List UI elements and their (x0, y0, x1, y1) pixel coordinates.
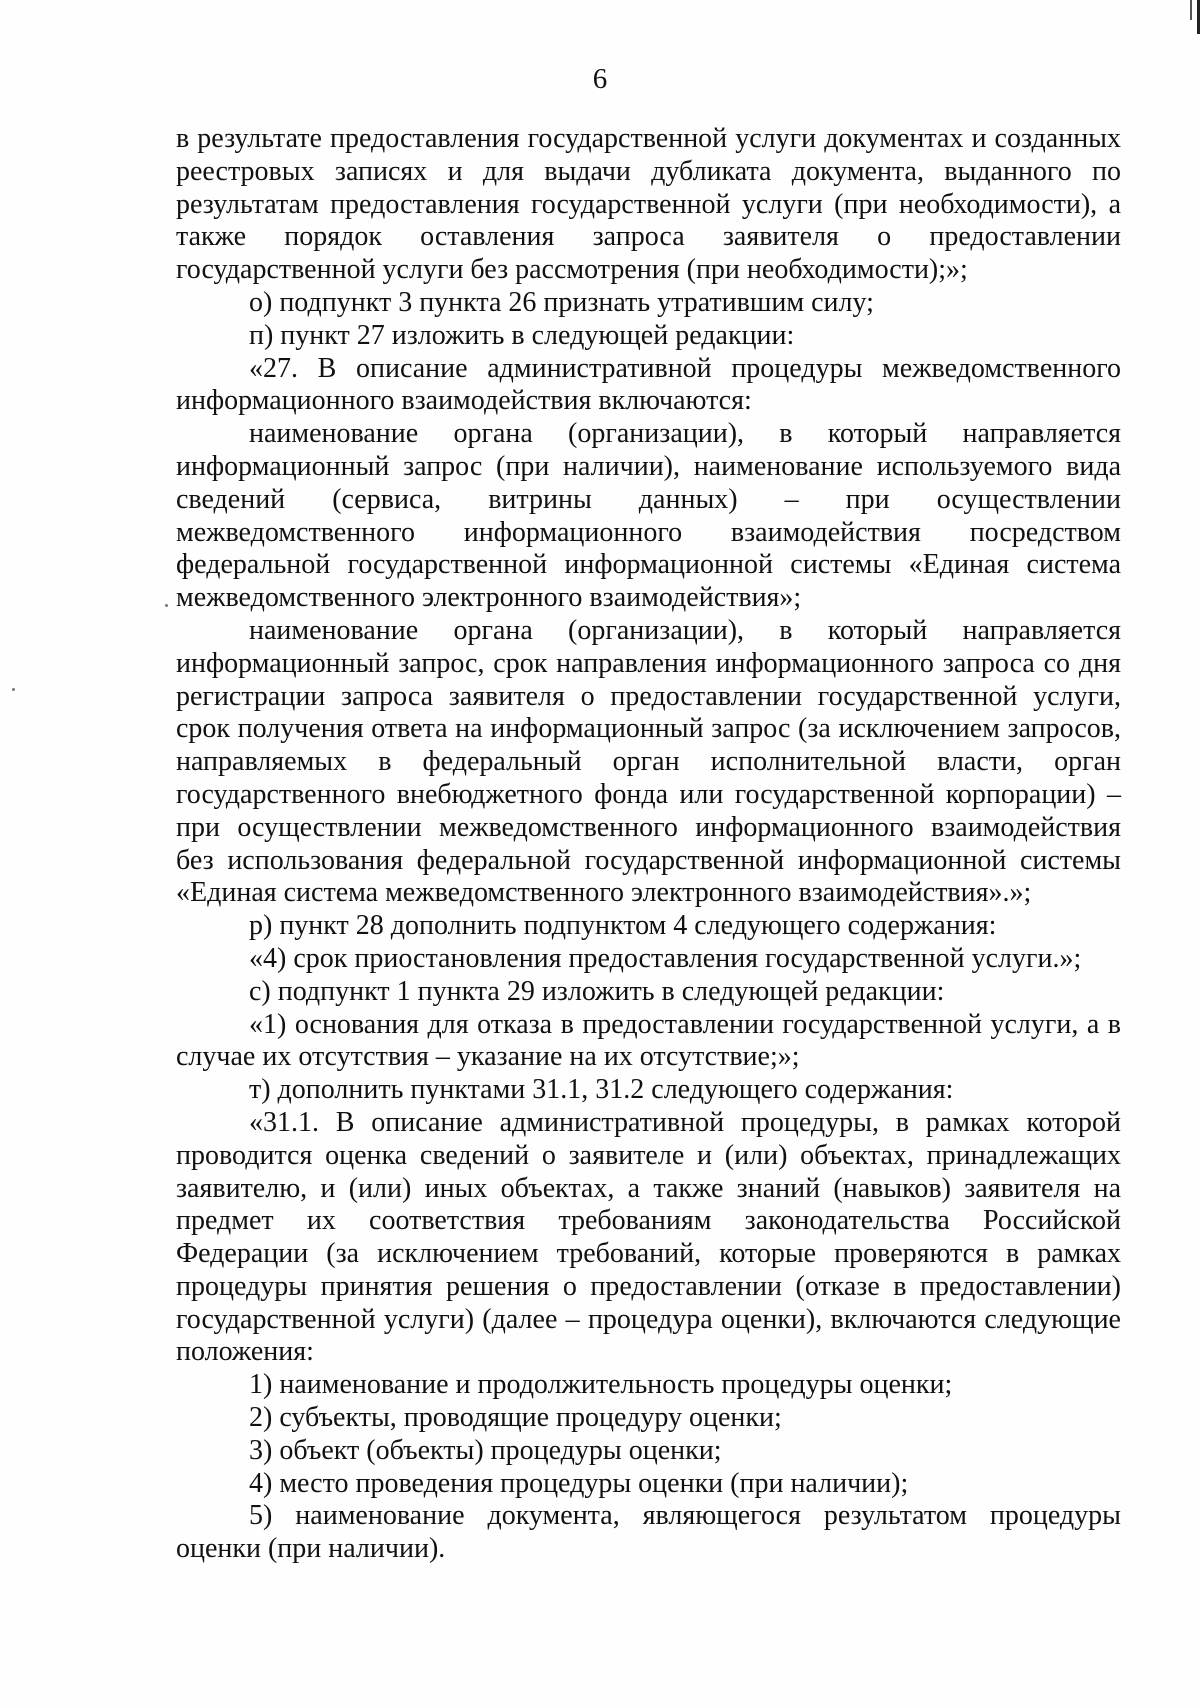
paragraph: о) подпункт 3 пункта 26 признать утратившим силу; (249, 286, 874, 318)
paragraph: наименование органа (организации), в который направляется информационный запрос, срок направления информационного запроса со дня регистрации запроса заявителя о предоставлении государственной услуги, срок получения ответа на информационный запрос (за исключением запросов, направляемых в федеральный орган исполнительной власти, орган государственного внебюджетного фонда или государственной корпорации) – при осуществлении межведомственного информационного взаимодействия без использования федеральной государственной информационной системы «Единая система межведомственного электронного взаимодействия».»; (176, 614, 1121, 909)
paragraph: «27. В описание административной процедуры межведомственного информационного взаимодействия включаются: (176, 352, 1121, 417)
document-body (176, 123, 1121, 1566)
paragraph: «1) основания для отказа в предоставлении государственной услуги, а в случае их отсутствия – указание на их отсутствие;»; (176, 1008, 1121, 1073)
paragraph: п) пункт 27 изложить в следующей редакции: (249, 319, 795, 351)
paragraph: «31.1. В описание административной процедуры, в рамках которой проводится оценка сведений о заявителе и (или) объектах, принадлежащих заявителю, и (или) иных объектах, а также знаний (навыков) заявителя на предмет их соответствия требованиям законодательства Российской Федерации (за исключением требований, которые проверяются в рамках процедуры принятия решения о предоставлении (отказе в предоставлении) государственной услуги) (далее – процедура оценки), включаются следующие положения: (176, 1106, 1121, 1368)
list-item: 2) субъекты, проводящие процедуру оценки; (249, 1402, 782, 1434)
page-number: 6 (592, 63, 608, 95)
paragraph: наименование органа (организации), в который направляется информационный запрос (при наличии), наименование используемого вида сведений (сервиса, витрины данных) – при осуществлении межведомственного информационного взаимодействия посредством федеральной государственной информационной системы «Единая система межведомственного электронного взаимодействия»; (176, 418, 1121, 614)
list-item: 3) объект (объекты) процедуры оценки; (249, 1434, 722, 1466)
scan-speck (12, 688, 15, 691)
list-item: 5) наименование документа, являющегося результатом процедуры оценки (при наличии). (176, 1500, 1121, 1565)
list-item: 4) место проведения процедуры оценки (при наличии); (249, 1467, 909, 1499)
scan-edge-mark (1190, 0, 1192, 20)
list-item: 1) наименование и продолжительность процедуры оценки; (249, 1369, 953, 1401)
paragraph: в результате предоставления государственной услуги документах и созданных реестровых записях и для выдачи дубликата документа, выданного по результатам предоставления государственной услуги (при необходимости), а также порядок оставления запроса заявителя о предоставлении государственной услуги без рассмотрения (при необходимости);»; (176, 123, 1121, 286)
paragraph: т) дополнить пунктами 31.1, 31.2 следующего содержания: (249, 1074, 954, 1106)
paragraph: с) подпункт 1 пункта 29 изложить в следующей редакции: (249, 975, 945, 1007)
scan-speck (165, 604, 168, 607)
paragraph: «4) срок приостановления предоставления государственной услуги.»; (249, 942, 1082, 974)
paragraph: р) пункт 28 дополнить подпунктом 4 следующего содержания: (249, 910, 997, 942)
